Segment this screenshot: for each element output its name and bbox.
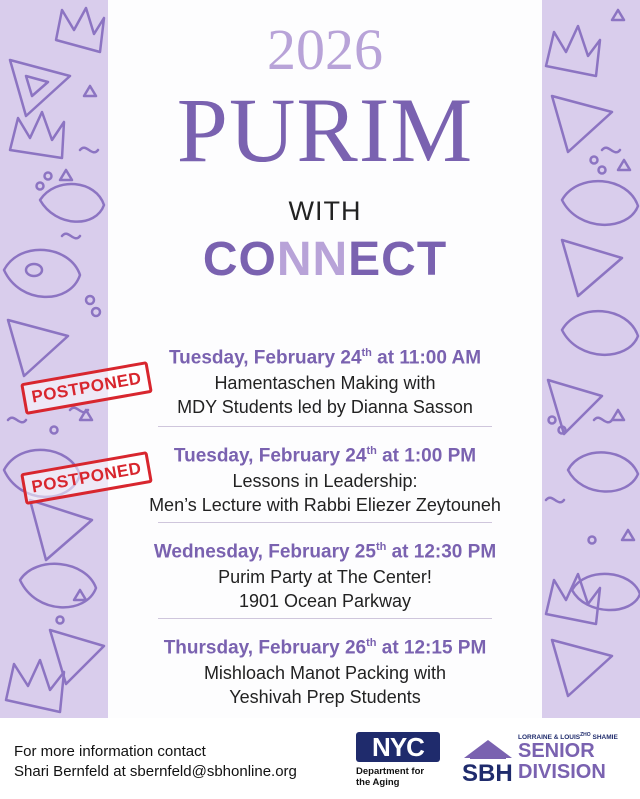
hamantasch-icon [562, 240, 622, 296]
nyc-wordmark: NYC [356, 732, 440, 762]
event-line: Mishloach Manot Packing with [203, 663, 447, 684]
event-date-time: at 1:00 PM [376, 445, 477, 467]
divider [158, 618, 492, 619]
event-line: MDY Students led by Dianna Sasson [177, 397, 473, 418]
crown-icon [6, 660, 64, 712]
event-item [108, 534, 542, 613]
contact-email-line: Shari Bernfeld at sbernfeld@sbhonline.org [14, 763, 297, 780]
sbh-letters: SBH [462, 760, 513, 787]
divider [158, 522, 492, 523]
hamantasch-icon [10, 60, 70, 116]
event-date-main: Tuesday, February 24 [168, 347, 362, 369]
mask-icon [562, 311, 638, 355]
nyc-dept-line: the Aging [356, 777, 400, 788]
mask-icon [562, 181, 638, 225]
poster-title: PURIM [176, 79, 474, 181]
house-icon [462, 736, 514, 760]
nyc-aging-logo [356, 732, 440, 788]
event-line: Yeshivah Prep Students [229, 687, 421, 708]
footer [0, 718, 640, 799]
divider [158, 426, 492, 427]
sbh-sponsor-name: LORRAINE & LOUIS [518, 734, 581, 742]
event-date-ordinal: th [375, 541, 387, 553]
crown-icon [546, 574, 600, 624]
contact-info [14, 742, 297, 782]
mask-icon [40, 184, 104, 222]
event-date-main: Tuesday, February 24 [173, 445, 367, 467]
event-item [108, 340, 542, 419]
nyc-dept-name [356, 766, 440, 788]
connect-part-b: NN [276, 233, 349, 286]
sbh-sponsor-tail: SHAMIE [590, 734, 618, 742]
contact-line: For more information contact [14, 743, 206, 760]
connect-wordmark [108, 232, 542, 287]
mask-icon [568, 452, 638, 491]
event-line: 1901 Ocean Parkway [238, 591, 412, 612]
poster-with: WITH [288, 196, 362, 226]
event-item [108, 438, 542, 517]
event-date [108, 534, 542, 565]
postponed-stamp: POSTPONED [20, 361, 153, 415]
hamantasch-icon [30, 500, 92, 560]
connect-part-a: CO [202, 233, 277, 286]
hamantasch-icon [50, 630, 104, 684]
mask-icon [4, 250, 80, 297]
event-date-ordinal: th [366, 637, 377, 649]
event-line: Purim Party at The Center! [218, 567, 432, 588]
event-line: Hamentaschen Making with [214, 373, 436, 394]
poster-year: 2026 [267, 17, 383, 82]
event-date-ordinal: th [361, 347, 372, 359]
crown-icon [56, 8, 104, 52]
purim-pattern-left [0, 0, 108, 718]
event-date [108, 438, 542, 469]
hamantasch-icon [552, 640, 612, 696]
event-date-main: Thursday, February 26 [163, 637, 367, 659]
event-date-time: at 12:15 PM [376, 637, 487, 659]
event-date [108, 340, 542, 371]
sbh-sponsor-sup: ZHO [580, 732, 591, 738]
connect-part-c: ECT [348, 233, 448, 286]
crown-icon [546, 26, 600, 76]
hamantasch-icon [552, 96, 612, 152]
event-date-time: at 11:00 AM [371, 347, 482, 369]
event-date-main: Wednesday, February 25 [153, 541, 376, 563]
event-item [108, 630, 542, 709]
mask-icon [572, 574, 640, 610]
postponed-stamp: POSTPONED [20, 451, 153, 505]
event-line: Lessons in Leadership: [232, 471, 418, 492]
event-date-ordinal: th [366, 445, 377, 457]
purim-pattern-right [542, 0, 640, 718]
event-date [108, 630, 542, 661]
sbh-division: DIVISION [518, 761, 606, 783]
crown-icon [10, 112, 64, 158]
poster-center-panel [108, 0, 542, 718]
hamantasch-icon [548, 380, 602, 434]
event-date-time: at 12:30 PM [386, 541, 497, 563]
left-pattern-panel [0, 0, 108, 718]
event-line: Men’s Lecture with Rabbi Eliezer Zeytouneh [149, 495, 501, 516]
sbh-senior-division-logo [462, 732, 634, 790]
nyc-dept-line: Department for [356, 766, 425, 777]
sbh-senior: SENIOR [518, 740, 595, 762]
hamantasch-icon [8, 320, 68, 376]
right-pattern-panel [542, 0, 640, 718]
